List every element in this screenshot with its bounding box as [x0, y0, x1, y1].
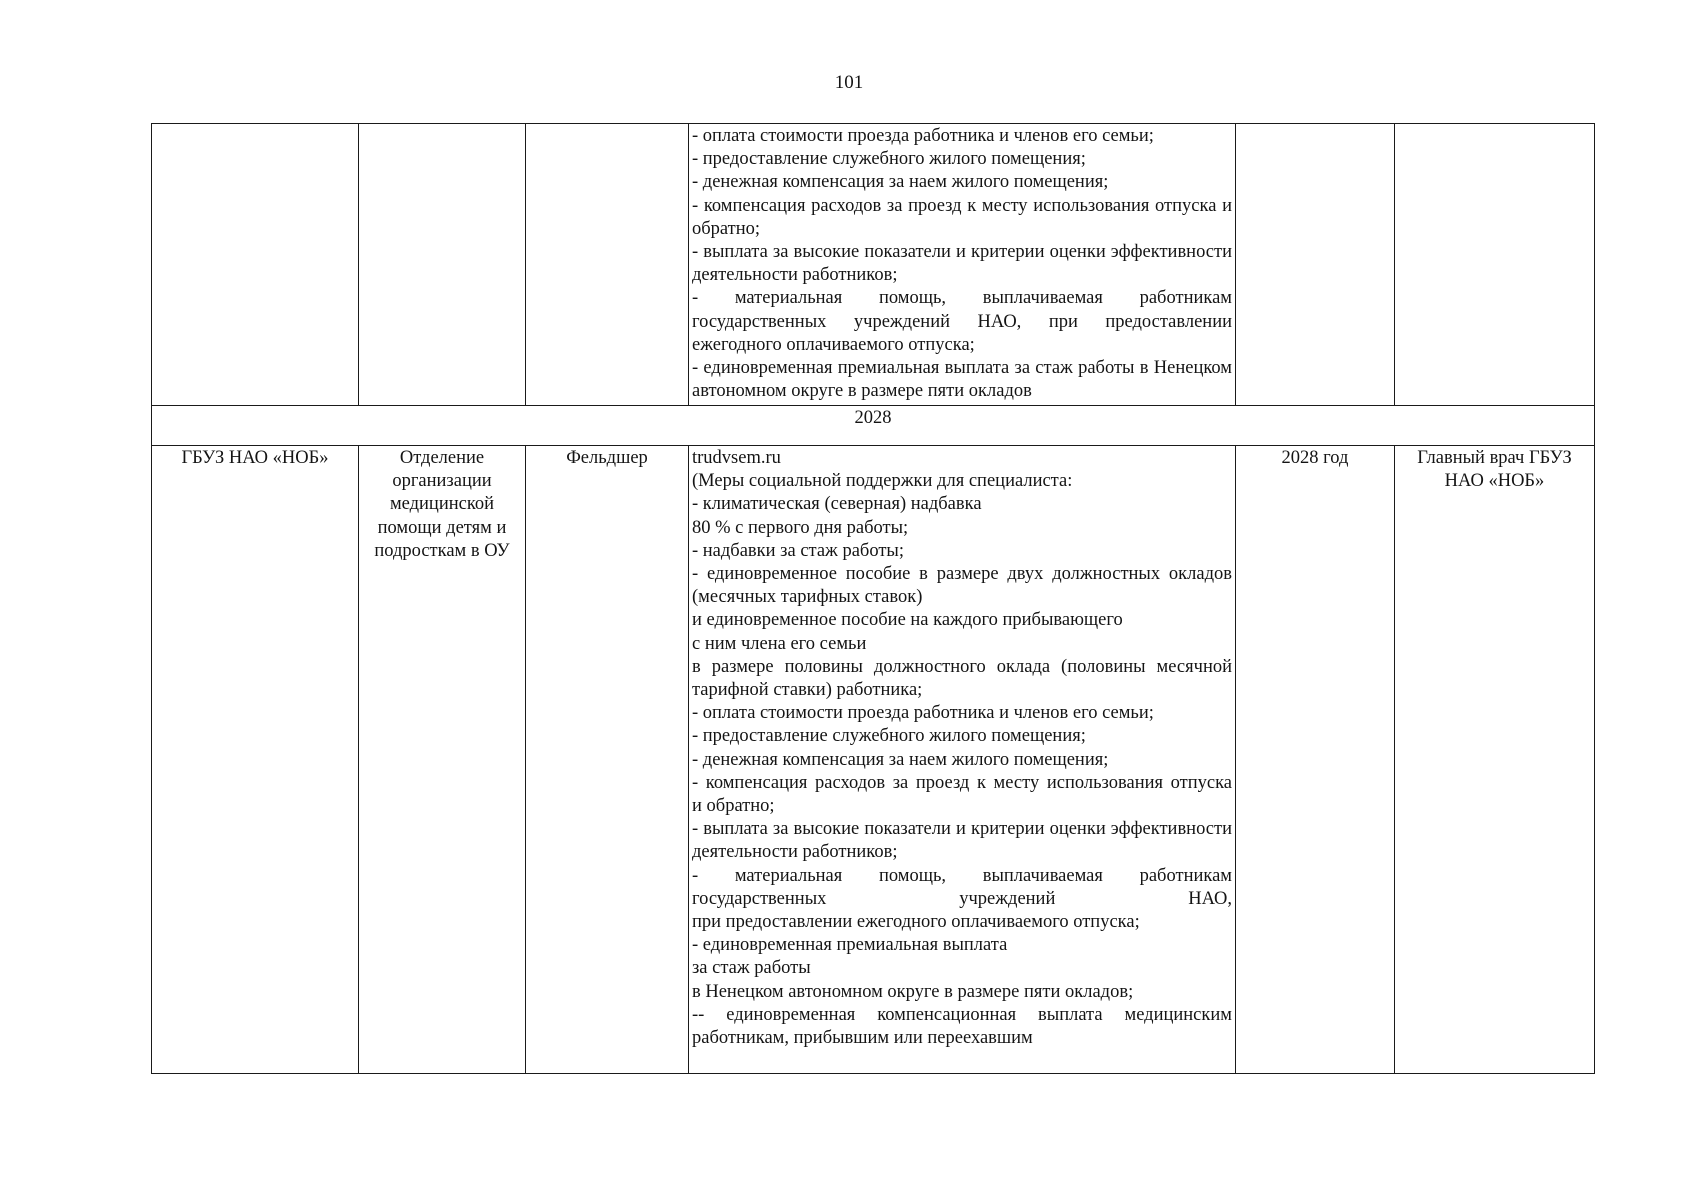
- measure-item: в Ненецком автономном округе в размере пяти окладов;: [692, 981, 1134, 1002]
- measure-item: и единовременное пособие на каждого прибывающего: [692, 610, 1123, 631]
- responsible-cell-empty: [1395, 124, 1595, 406]
- measure-item: - материальная помощь, выплачиваемая работникам государственных учреждений НАО,: [692, 865, 1232, 909]
- deadline-cell-empty: [1236, 124, 1395, 406]
- year-heading-row: [152, 406, 1595, 446]
- measure-item: - климатическая (северная) надбавка: [692, 494, 982, 515]
- measure-item: в размере половины должностного оклада (половины месячной тарифной ставки) работника;: [692, 656, 1232, 701]
- measure-item: - материальная помощь, выплачиваемая работникам государственных учреждений НАО, при предоставлении ежегодного оплачиваемого отпуска;: [692, 288, 1232, 355]
- measure-item: - денежная компенсация за наем жилого помещения;: [692, 172, 1109, 193]
- measure-item: за стаж работы: [692, 958, 811, 979]
- measure-item: и обратно;: [692, 796, 775, 817]
- department-cell: Отделение организации медицинской помощи детям и подросткам в ОУ: [359, 446, 526, 1074]
- measures-table: [151, 123, 1595, 1074]
- measure-item: - оплата стоимости проезда работника и членов его семьи;: [692, 703, 1154, 724]
- measure-item: - оплата стоимости проезда работника и членов его семьи;: [692, 126, 1154, 146]
- department-cell-empty: [359, 124, 526, 406]
- position-cell-empty: [526, 124, 689, 406]
- measures-heading: (Меры социальной поддержки для специалиста:: [692, 471, 1073, 492]
- measure-item: 80 % с первого дня работы;: [692, 517, 909, 538]
- measure-item: - компенсация расходов за проезд к месту использования отпуска и обратно;: [692, 195, 1232, 239]
- year-heading: 2028: [854, 408, 892, 428]
- vacancy-source-link: trudvsem.ru: [692, 448, 781, 468]
- measure-item: - компенсация расходов за проезд к месту использования отпуска: [692, 772, 1232, 793]
- measure-item: - денежная компенсация за наем жилого помещения;: [692, 749, 1109, 770]
- measure-item: - единовременная премиальная выплата: [692, 935, 1008, 956]
- measure-item: - выплата за высокие показатели и критерии оценки эффективности деятельности работников;: [692, 242, 1232, 286]
- page-number: 101: [834, 72, 864, 93]
- measure-item: - предоставление служебного жилого помещения;: [692, 149, 1086, 170]
- table-row-continued: [152, 124, 1595, 406]
- organization-cell: ГБУЗ НАО «НОБ»: [152, 446, 359, 1074]
- measure-item: - единовременная премиальная выплата за стаж работы в Ненецком автономном округе в размере пяти окладов: [692, 358, 1232, 402]
- position-cell: Фельдшер: [526, 446, 689, 1074]
- measure-item: - предоставление служебного жилого помещения;: [692, 726, 1086, 747]
- measure-item: - выплата за высокие показатели и критерии оценки эффективности деятельности работников;: [692, 819, 1232, 863]
- measure-item: с ним члена его семьи: [692, 633, 867, 654]
- measure-item: - надбавки за стаж работы;: [692, 540, 905, 561]
- responsible-cell: Главный врач ГБУЗ НАО «НОБ»: [1395, 446, 1595, 1074]
- measure-item: при предоставлении ежегодного оплачиваемого отпуска;: [692, 912, 1140, 933]
- organization-cell-empty: [152, 124, 359, 406]
- deadline-cell: 2028 год: [1236, 446, 1395, 1074]
- measure-item: -- единовременная компенсационная выплата медицинским работникам, прибывшим или переехавшим: [692, 1004, 1232, 1049]
- measures-cell: [689, 446, 1236, 1074]
- measures-cell-continued: [689, 124, 1236, 406]
- measure-item: - единовременное пособие в размере двух должностных окладов (месячных тарифных ставок): [692, 564, 1232, 608]
- table-row: [152, 446, 1595, 1074]
- year-heading-cell: [152, 406, 1595, 446]
